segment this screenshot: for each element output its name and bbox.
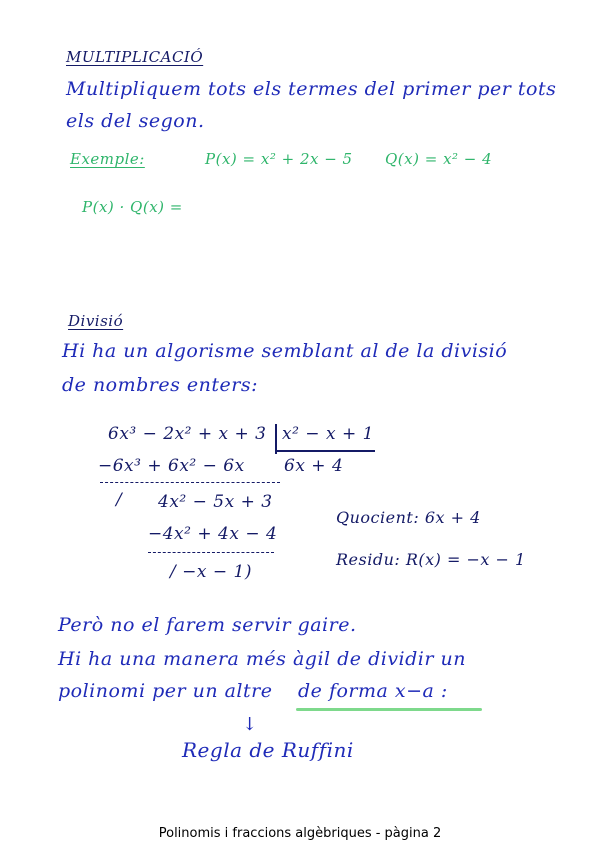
polynomial-p: P(x) = x² + 2x − 5 xyxy=(205,150,353,168)
dividend: 6x³ − 2x² + x + 3 xyxy=(108,424,267,444)
final-remainder: / −x − 1) xyxy=(170,562,252,582)
page-footer: Polinomis i fraccions algèbriques - pàgina 2 xyxy=(158,826,442,841)
subtraction-line-2 xyxy=(148,552,274,553)
highlight-underline xyxy=(296,708,482,711)
ruffini-rule: Regla de Ruffini xyxy=(182,738,354,762)
closing-line-3b: de forma x−a : xyxy=(298,680,448,702)
product-expression: P(x) · Q(x) = xyxy=(82,198,183,216)
divisor: x² − x + 1 xyxy=(282,424,374,444)
closing-line-2: Hi ha una manera més àgil de dividir un xyxy=(58,648,466,670)
closing-line-3a: polinomi per un altre xyxy=(58,680,273,702)
division-intro-line-2: de nombres enters: xyxy=(62,374,259,396)
division-intro-line-1: Hi ha un algorisme semblant al de la divisió xyxy=(62,340,508,362)
multiplication-heading: MULTIPLICACIÓ xyxy=(66,48,204,66)
division-step-1: −6x³ + 6x² − 6x xyxy=(98,456,245,476)
remainder-label: Residu: R(x) = −x − 1 xyxy=(336,550,526,569)
polynomial-q: Q(x) = x² − 4 xyxy=(385,150,493,168)
multiplication-rule-line-1: Multipliquem tots els termes del primer per tots xyxy=(66,78,557,100)
division-step-2: −4x² + 4x − 4 xyxy=(148,524,278,544)
quotient-label: Quocient: 6x + 4 xyxy=(336,508,481,527)
division-heading: Divisió xyxy=(68,312,124,330)
down-arrow-icon: ↓ xyxy=(242,714,258,735)
quotient: 6x + 4 xyxy=(284,456,344,476)
subtraction-line-1 xyxy=(100,482,280,483)
cancel-mark-1: / xyxy=(116,490,123,510)
division-bracket-horizontal xyxy=(275,450,375,452)
example-label: Exemple: xyxy=(70,150,145,168)
partial-remainder: 4x² − 5x + 3 xyxy=(158,492,273,512)
multiplication-rule-line-2: els del segon. xyxy=(66,110,205,132)
closing-line-1: Però no el farem servir gaire. xyxy=(58,614,357,636)
